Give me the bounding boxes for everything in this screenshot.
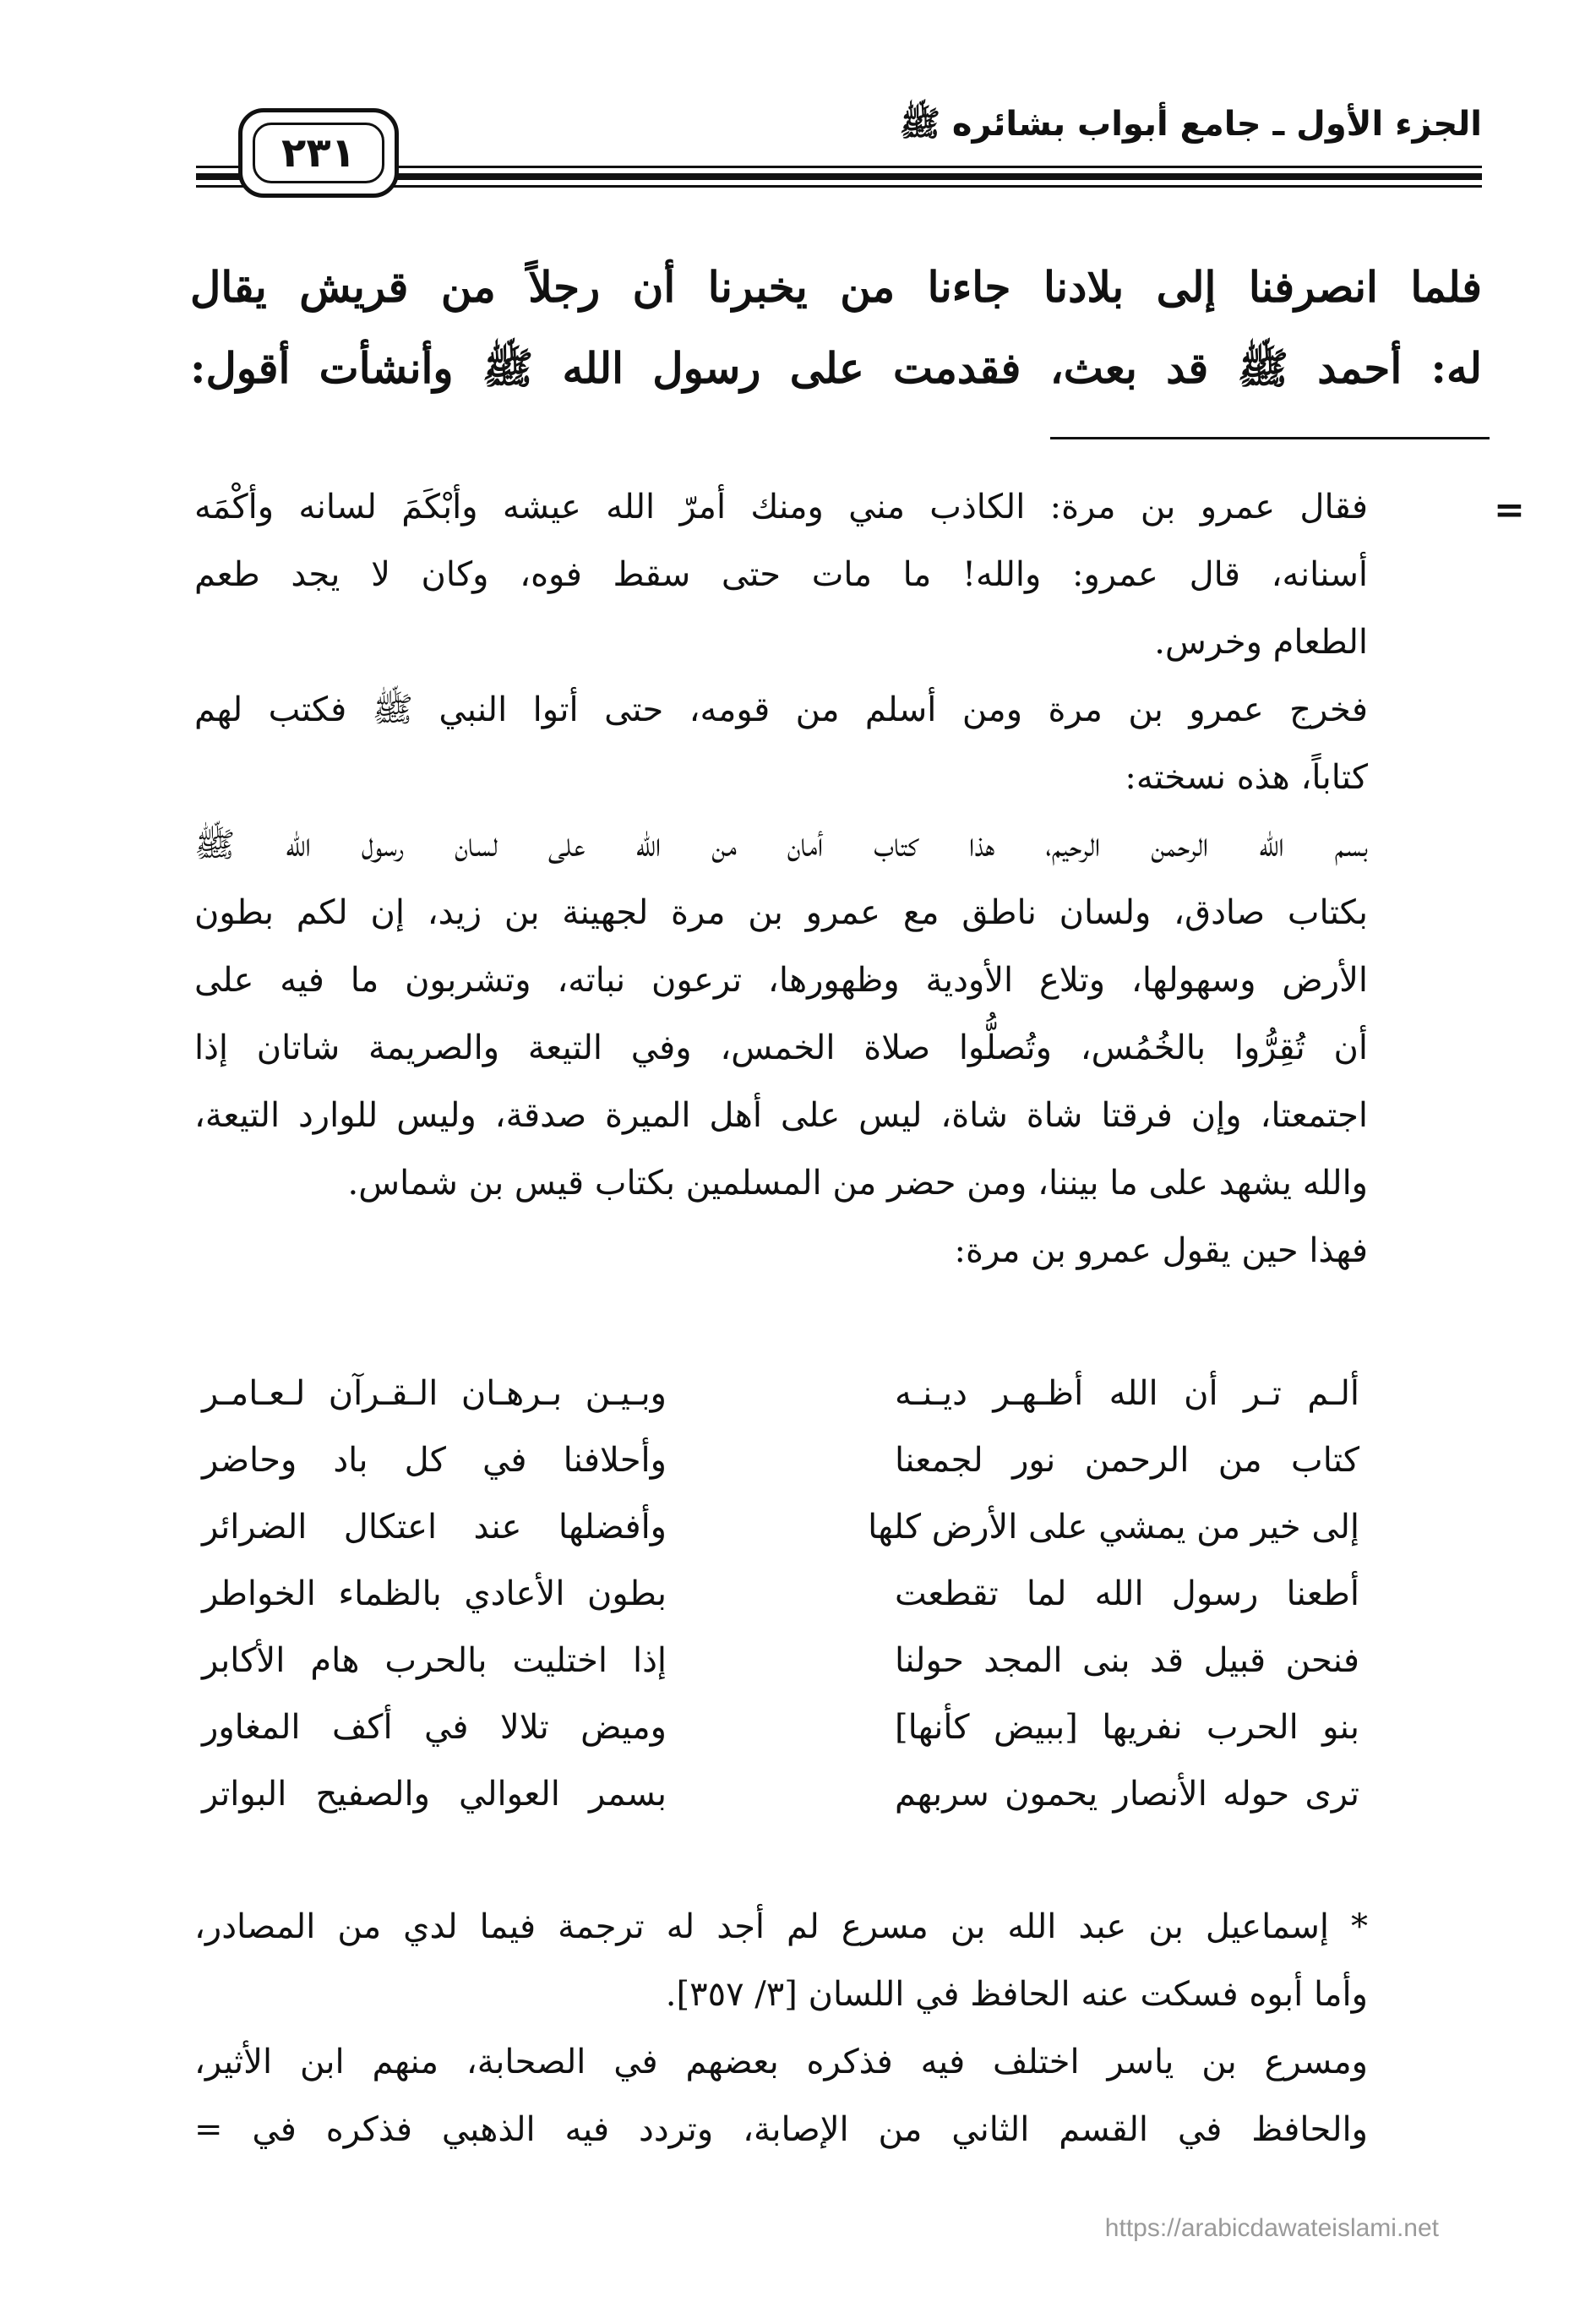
page-number-frame bbox=[238, 108, 399, 198]
footnote-line: بكتاب صادق، ولسان ناطق مع عمرو بن مرة لجهينة بن زيد، إن لكم بطون bbox=[194, 893, 1368, 932]
footnote-line: والحافظ في القسم الثاني من الإصابة، وتردد فيه الذهبي فذكره في = bbox=[194, 2110, 1368, 2149]
verse-second-hemistich: بسمر العوالي والصفيح البواتر bbox=[202, 1775, 667, 1814]
page-number: ٢٣١ bbox=[253, 123, 384, 183]
poem-verse bbox=[202, 1494, 1359, 1561]
verse-second-hemistich: بطون الأعادي بالظماء الخواطر bbox=[202, 1574, 667, 1613]
poem bbox=[202, 1361, 1359, 1828]
footnote-line: وأما أبوه فسكت عنه الحافظ في اللسان [٣/ ٣٥٧]. bbox=[665, 1975, 1368, 2014]
continuation-mark: = bbox=[1494, 488, 1525, 532]
poem-verse bbox=[202, 1761, 1359, 1828]
verse-first-hemistich: إلى خير من يمشي على الأرض كلها bbox=[868, 1508, 1359, 1547]
footnote-line: ومسرع بن ياسر اختلف فيه فذكره بعضهم في الصحابة، منهم ابن الأثير، bbox=[194, 2043, 1369, 2081]
verse-first-hemistich: ألـم تـر أن الله أظـهـر ديـنـه bbox=[895, 1374, 1359, 1413]
verse-second-hemistich: وبـيـن بـرهـان الـقـرآن لـعـامـر bbox=[202, 1374, 667, 1413]
poem-verse bbox=[202, 1427, 1359, 1494]
verse-second-hemistich: وأحلافنا في كل باد وحاضر bbox=[202, 1441, 667, 1480]
verse-first-hemistich: ترى حوله الأنصار يحمون سربهم bbox=[895, 1775, 1359, 1814]
main-paragraph bbox=[190, 247, 1482, 409]
footnote-line: الأرض وسهولها، وتلاع الأودية وظهورها، ترعون نباته، وتشربون ما فيه على bbox=[194, 961, 1369, 1000]
poem-verse bbox=[202, 1628, 1359, 1694]
footnote-line: * إسماعيل بن عبد الله بن مسرع لم أجد له ترجمة فيما لدي من المصادر، bbox=[194, 1907, 1368, 1946]
verse-second-hemistich: إذا اختليت بالحرب هام الأكابر bbox=[202, 1641, 667, 1680]
footnote-line: كتاباً، هذه نسخته: bbox=[1125, 758, 1368, 797]
poem-verse bbox=[202, 1561, 1359, 1628]
footnote-line: أن تُقِرُّوا بالخُمُس، وتُصلُّوا صلاة الخمس، وفي التيعة والصريمة شاتان إذا bbox=[194, 1028, 1369, 1067]
verse-first-hemistich: فنحن قبيل قد بنى المجد حولنا bbox=[895, 1641, 1359, 1680]
footnote-separator bbox=[1050, 437, 1490, 439]
source-watermark: https://arabicdawateislami.net bbox=[1104, 2214, 1439, 2242]
running-header-title: الجزء الأول ـ جامع أبواب بشائره ﷺ bbox=[899, 105, 1482, 144]
footnote-line: فخرج عمرو بن مرة ومن أسلم من قومه، حتى أتوا النبي ﷺ فكتب لهم bbox=[194, 690, 1368, 729]
footnote-line: اجتمعتا، وإن فرقتا شاة شاة، ليس على أهل الميرة صدقة، وليس للوارد التيعة، bbox=[194, 1096, 1368, 1135]
footnote-line: أسنانه، قال عمرو: والله! ما مات حتى سقط فوه، وكان لا يجد طعم bbox=[194, 555, 1368, 594]
footnote-line: فقال عمرو بن مرة: الكاذب مني ومنك أمرّ الله عيشه وأبْكَمَ لسانه وأكْمَه bbox=[194, 488, 1368, 526]
poem-verse bbox=[202, 1694, 1359, 1761]
footnote-line: بسم الله الرحمن الرحيم، هذا كتاب أمان من الله على لسان رسول الله ﷺ bbox=[194, 826, 1368, 865]
footnotes-after-poem bbox=[194, 1893, 1368, 2163]
verse-first-hemistich: بنو الحرب نفريها [ببيض كأنها] bbox=[895, 1708, 1359, 1747]
verse-second-hemistich: وأفضلها عند اعتكال الضرائر bbox=[202, 1508, 667, 1547]
verse-second-hemistich: وميض تلالا في أكف المغاور bbox=[202, 1708, 667, 1747]
footnote-line: فهذا حين يقول عمرو بن مرة: bbox=[954, 1231, 1368, 1270]
footnotes-block bbox=[194, 473, 1368, 1285]
main-line: له: أحمد ﷺ قد بعث، فقدمت على رسول الله ﷺ وأنشأت أقول: bbox=[190, 343, 1482, 393]
poem-verse bbox=[202, 1361, 1359, 1427]
verse-first-hemistich: أطعنا رسول الله لما تقطعت bbox=[895, 1574, 1359, 1613]
main-line: فلما انصرفنا إلى بلادنا جاءنا من يخبرنا أن رجلاً من قريش يقال bbox=[190, 262, 1482, 312]
footnote-line: الطعام وخرس. bbox=[1154, 623, 1368, 662]
footnote-line: والله يشهد على ما بيننا، ومن حضر من المسلمين بكتاب قيس بن شماس. bbox=[347, 1164, 1368, 1203]
verse-first-hemistich: كتاب من الرحمن نور لجمعنا bbox=[895, 1441, 1359, 1480]
